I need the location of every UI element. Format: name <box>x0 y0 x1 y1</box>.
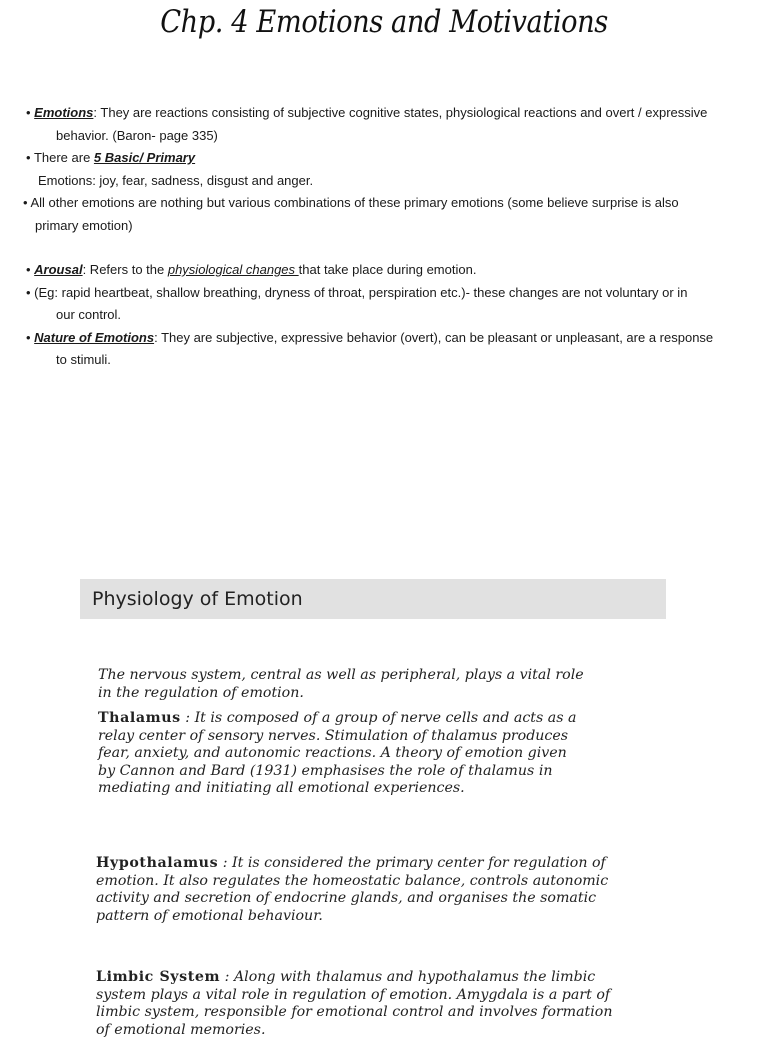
limbic-term: Limbic System <box>96 969 221 985</box>
basic-list: Emotions: joy, fear, sadness, disgust and anger. <box>38 172 314 188</box>
thalamus-paragraph <box>98 710 588 798</box>
arousal-term: Arousal <box>34 262 83 277</box>
hypothalamus-paragraph <box>96 855 626 925</box>
emotions-def-cont: behavior. (Baron- page 335) <box>56 127 218 143</box>
nature-def: : They are subjective, expressive behavior (overt), can be pleasant or unpleasant, are a response <box>154 329 714 345</box>
thalamus-term: Thalamus <box>98 710 181 726</box>
emotions-bullet: • Emotions: They are reactions consisting of subjective cognitive states, physiological reactions and overt / expressive <box>26 105 708 120</box>
arousal-def-a: : Refers to the <box>82 262 168 277</box>
combos-bullet: • All other emotions are nothing but various combinations of these primary emotions (some believe surprise is also <box>23 195 679 210</box>
eg-text: (Eg: rapid heartbeat, shallow breathing, dryness of throat, perspiration etc.)- these changes are not voluntary or in <box>34 284 688 300</box>
excerpt-intro: The nervous system, central as well as peripheral, plays a vital role in the regulation of emotion. <box>98 667 584 701</box>
combos-cont: primary emotion) <box>35 217 133 233</box>
hypothalamus-text: : It is considered the primary center for regulation of emotion. It also regulates the homeostatic balance, controls autonomic activity and secretion of endocrine glands, and organises the somatic pattern of emotional behaviour. <box>96 855 609 924</box>
nature-term: Nature of Emotions <box>34 329 155 345</box>
emotions-term: Emotions <box>34 105 94 120</box>
nature-bullet: • Nature of Emotions: They are subjective, expressive behavior (overt), can be pleasant or unpleasant, are a response <box>26 329 714 345</box>
arousal-bullet: • Arousal: Refers to the physiological changes that take place during emotion. <box>26 262 477 277</box>
notes-section <box>23 102 736 372</box>
limbic-paragraph <box>96 969 626 1039</box>
basic-prefix: There are <box>33 150 94 165</box>
excerpt-heading: Physiology of Emotion <box>80 579 666 619</box>
emotions-def: : They are reactions consisting of subjective cognitive states, physiological reactions and overt / expressive <box>93 105 708 120</box>
eg-bullet: • (Eg: rapid heartbeat, shallow breathing, dryness of throat, perspiration etc.)- these changes are not voluntary or in <box>26 284 688 300</box>
limbic-text: : Along with thalamus and hypothalamus the limbic system plays a vital role in regulation of emotion. Amygdala is a part of limbic system, responsible for emotional control and involves formation of emotional memories. <box>96 969 613 1038</box>
basic-term: 5 Basic/ Primary <box>93 150 196 165</box>
basic-bullet: • There are 5 Basic/ Primary <box>26 150 196 165</box>
thalamus-text: : It is composed of a group of nerve cells and acts as a relay center of sensory nerves. Stimulation of thalamus produces fear, anxiety, and autonomic reactions. A theory of emotion given by Cannon and Bard (1931) emphasises the role of thalamus in mediating and initiating all emotional experiences. <box>98 710 577 797</box>
textbook-excerpt <box>80 579 666 1038</box>
nature-cont: to stimuli. <box>56 352 111 367</box>
arousal-def-b: that take place during emotion. <box>298 262 477 277</box>
combos-text: All other emotions are nothing but various combinations of these primary emotions (some believe surprise is also <box>30 195 679 210</box>
hypothalamus-term: Hypothalamus <box>96 855 219 871</box>
arousal-link: physiological changes <box>167 262 299 277</box>
eg-cont: our control. <box>56 307 122 322</box>
page-title: Chp. 4 Emotions and Motivations <box>160 4 608 40</box>
